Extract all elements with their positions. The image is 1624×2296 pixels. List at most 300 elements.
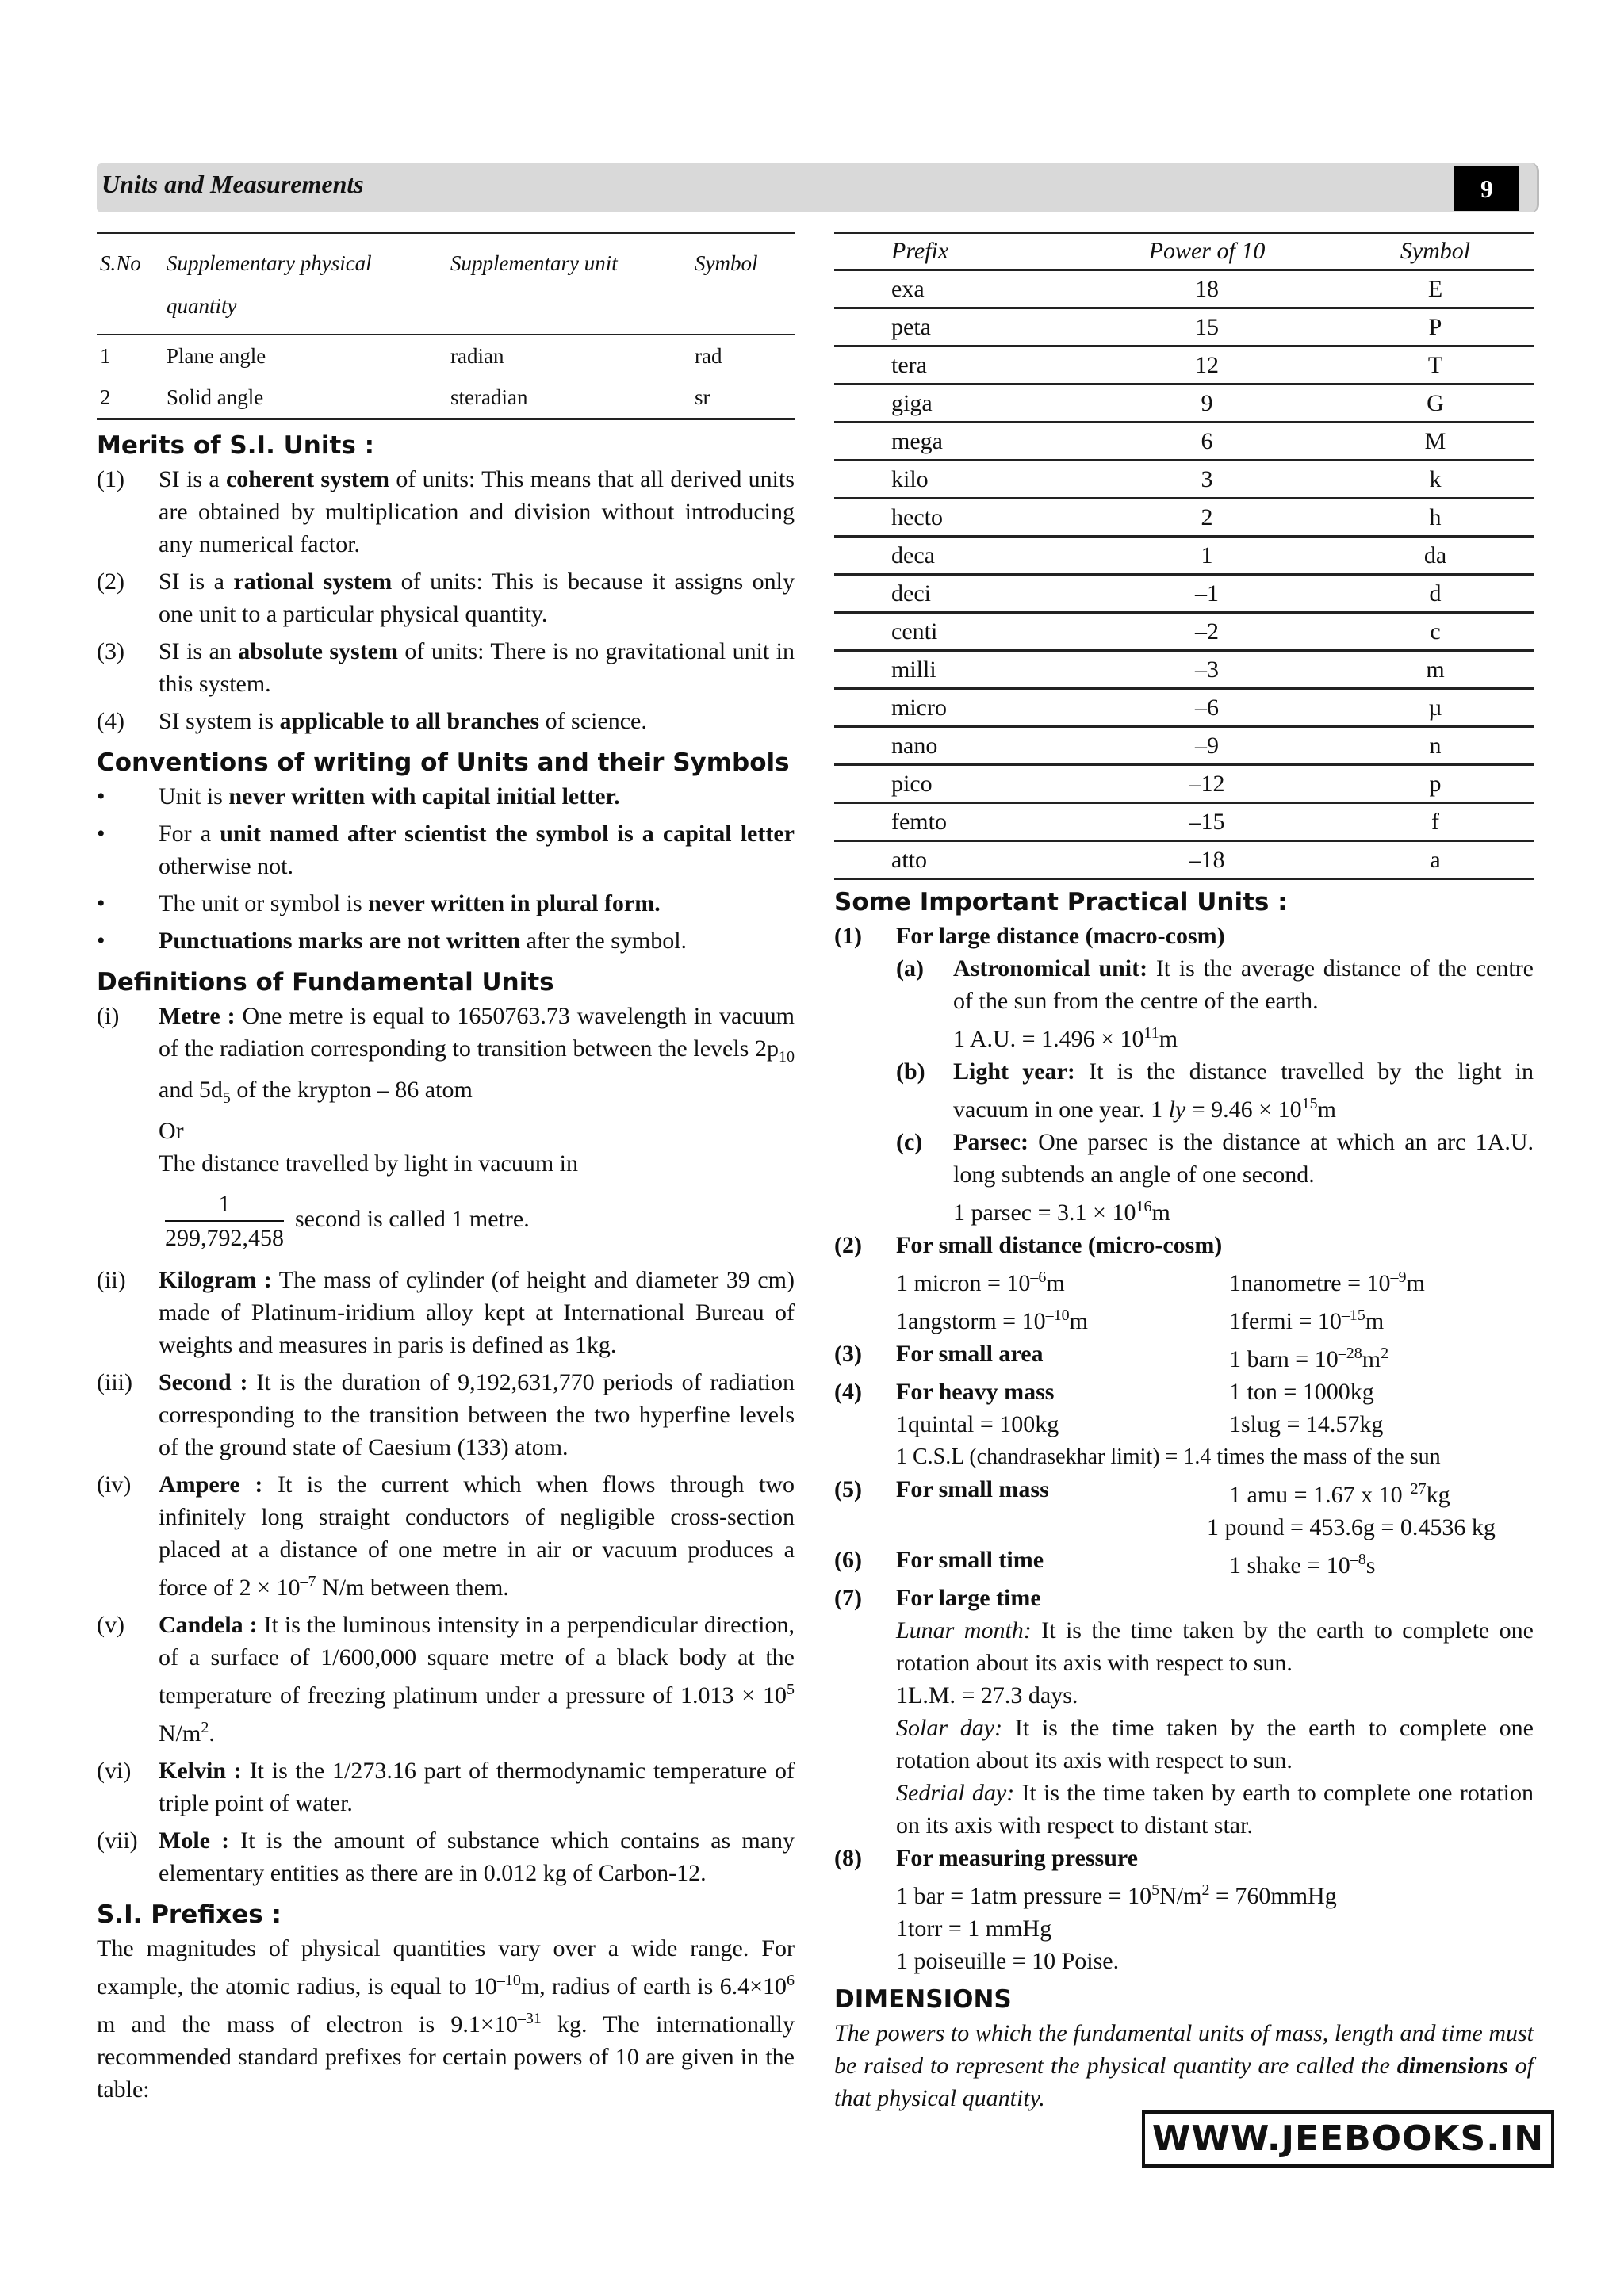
denominator: 299,792,458	[165, 1225, 284, 1251]
item-number: (6)	[834, 1547, 862, 1573]
italic-span: Solar day:	[896, 1715, 1003, 1741]
item-title: Parsec:	[953, 1129, 1028, 1155]
cell-unit: steradian	[450, 385, 528, 409]
cell-prefix: giga	[834, 385, 1077, 423]
merits-list	[97, 463, 795, 737]
pound-value: 1 pound = 453.6g = 0.4536 kg	[1207, 1514, 1496, 1540]
cell-power: –2	[1077, 613, 1337, 651]
item-number: (2)	[97, 568, 124, 595]
col-symbol: Symbol	[1337, 233, 1534, 270]
superscript: 16	[1136, 1198, 1152, 1215]
numerator: 1	[165, 1188, 284, 1222]
definition-kelvin	[97, 1755, 795, 1820]
superscript: 2	[1381, 1345, 1389, 1362]
definitions-heading: Definitions of Fundamental Units	[97, 968, 554, 997]
table-row	[834, 423, 1534, 461]
item-text	[159, 887, 795, 920]
table-row	[834, 499, 1534, 537]
text-span: The mass of cylinder (of height and diameter 39 cm) made of Platinum-iridium alloy kept at International Bureau of weights and measures in paris is defined as 1kg.	[159, 1267, 795, 1358]
italic-span: Lunar month:	[896, 1617, 1032, 1644]
item-number: (4)	[97, 708, 124, 734]
table-row	[834, 689, 1534, 727]
text-span: It is the current which when flows through two infinitely long straight conductors of negligible cross-section placed at a distance of one metre in air or vacuum produces a force of 2 × 10	[159, 1471, 795, 1601]
cell-prefix: deca	[834, 537, 1077, 575]
definition-title: Kelvin :	[159, 1758, 242, 1784]
text-span: m	[1365, 1308, 1385, 1334]
item-text	[159, 1468, 795, 1604]
text-span: of units: This is because it assigns only one unit to a particular physical quantity.	[159, 568, 795, 627]
cell-prefix: centi	[834, 613, 1077, 651]
table-row	[834, 575, 1534, 613]
text-span: It is the time taken by the earth to complete one rotation about its axis with respect to sun.	[896, 1715, 1534, 1774]
cell-power: 1	[1077, 537, 1337, 575]
bold-span: unit named after scientist the symbol is a capital letter	[220, 821, 795, 847]
table-row	[834, 385, 1534, 423]
small-area-row	[834, 1337, 1534, 1376]
item-title: For heavy mass	[896, 1379, 1055, 1405]
text-span: m	[1046, 1270, 1065, 1296]
item-number: (3)	[834, 1341, 862, 1367]
superscript: –31	[517, 2010, 542, 2027]
definition-title: Mole :	[159, 1827, 230, 1854]
text-span: m, radius of earth is 6.4×10	[520, 1973, 787, 1999]
item-title: For large time	[896, 1585, 1041, 1611]
cell-symbol: d	[1337, 575, 1534, 613]
cell-prefix: tera	[834, 346, 1077, 385]
item-number: (iv)	[97, 1471, 132, 1498]
practical-units	[834, 920, 1534, 1977]
cell-prefix: micro	[834, 689, 1077, 727]
definition-title: Second :	[159, 1369, 248, 1395]
text-span: 1 micron = 10	[896, 1270, 1031, 1296]
bullet-icon: •	[97, 890, 105, 916]
item-title: Light year:	[953, 1058, 1075, 1085]
practical-heading: Some Important Practical Units :	[834, 888, 1288, 916]
left-column	[97, 232, 795, 2106]
item-title: For small area	[896, 1341, 1044, 1367]
text-span: m	[1159, 1026, 1178, 1052]
table-row	[834, 841, 1534, 879]
cell-prefix: hecto	[834, 499, 1077, 537]
text-span: 1 bar = 1atm pressure = 10	[896, 1883, 1152, 1909]
text-span: N/m between them.	[316, 1575, 509, 1601]
item-number: (3)	[97, 638, 124, 664]
list-item	[97, 817, 795, 882]
cell-symbol: µ	[1337, 689, 1534, 727]
table-row	[834, 308, 1534, 346]
item-number: (2)	[834, 1232, 862, 1258]
dimensions-paragraph	[834, 2017, 1534, 2114]
conventions-list	[97, 780, 795, 957]
item-text	[159, 565, 795, 630]
item-number: (1)	[97, 466, 124, 492]
item-number: (1)	[834, 923, 862, 949]
bullet-icon: •	[97, 821, 105, 847]
cell-power: 18	[1077, 270, 1337, 308]
chapter-title: Units and Measurements	[102, 170, 364, 198]
definition-metre	[97, 1000, 795, 1259]
lunar-month	[834, 1614, 1534, 1679]
superscript: –9	[1390, 1269, 1407, 1286]
item-number: (vi)	[97, 1758, 132, 1784]
superscript: –7	[300, 1573, 316, 1590]
text-line: The distance travelled by light in vacuum in	[159, 1150, 579, 1177]
cell-symbol: M	[1337, 423, 1534, 461]
small-distance-row	[834, 1229, 1534, 1261]
item-title: For small distance (micro-cosm)	[896, 1232, 1223, 1258]
text-span: The powers to which the fundamental units of mass, length and time must be raised to represent the physical quantity are called the	[834, 2020, 1534, 2079]
cell-power: –3	[1077, 651, 1337, 689]
superscript: –28	[1338, 1345, 1362, 1362]
list-item	[97, 780, 795, 813]
text-span: m	[1151, 1200, 1170, 1226]
item-number: (5)	[834, 1476, 862, 1502]
text-span: SI is an	[159, 638, 239, 664]
text-span: m	[1362, 1346, 1381, 1372]
item-text	[159, 1000, 795, 1259]
cell-symbol: E	[1337, 270, 1534, 308]
superscript: –6	[1030, 1269, 1047, 1286]
bold-span: absolute system	[238, 638, 398, 664]
large-time-row	[834, 1582, 1534, 1614]
pressure-row	[834, 1842, 1534, 1874]
bold-span: never written with capital initial letter.	[228, 783, 620, 809]
text-span: The unit or symbol is	[159, 890, 369, 916]
cell-power: –12	[1077, 765, 1337, 803]
text-span: .	[209, 1720, 215, 1747]
merits-heading: Merits of S.I. Units :	[97, 431, 374, 460]
superscript: –10	[496, 1972, 521, 1989]
lunar-value: 1L.M. = 27.3 days.	[896, 1682, 1078, 1709]
definition-title: Metre :	[159, 1003, 236, 1029]
table-row	[834, 727, 1534, 765]
small-mass-row	[834, 1473, 1534, 1511]
value-cell: 1quintal = 100kg	[896, 1411, 1059, 1437]
text-span: = 760mmHg	[1209, 1883, 1337, 1909]
cell-symbol: T	[1337, 346, 1534, 385]
cell-symbol: da	[1337, 537, 1534, 575]
cell-sno: 2	[100, 385, 111, 409]
item-text	[159, 817, 795, 882]
prefixes-paragraph	[97, 1932, 795, 2106]
text-span: SI is a	[159, 568, 234, 595]
bold-span: never written in plural form.	[368, 890, 661, 916]
text-span: 1angstorm = 10	[896, 1308, 1046, 1334]
sub-label: (b)	[896, 1058, 925, 1085]
item-number: (vii)	[97, 1827, 138, 1854]
sedrial-day	[834, 1777, 1534, 1842]
list-item	[97, 565, 795, 630]
cell-power: –15	[1077, 803, 1337, 841]
definition-candela	[97, 1609, 795, 1750]
text-span: m	[1069, 1308, 1088, 1334]
text-span: 1 shake = 10	[1229, 1552, 1350, 1578]
list-item	[97, 887, 795, 920]
text-span: One metre is equal to 1650763.73 wavelength in vacuum of the radiation corresponding to transition between the levels 2p	[159, 1003, 795, 1062]
italic-span: Sedrial day:	[896, 1780, 1015, 1806]
item-text	[159, 635, 795, 700]
small-distance-values	[834, 1299, 1534, 1337]
text-span: For a	[159, 821, 220, 847]
cell-symbol: G	[1337, 385, 1534, 423]
text-span: It is the average distance of the centre of the sun from the centre of the earth.	[953, 955, 1534, 1014]
value-cell: 1slug = 14.57kg	[1229, 1411, 1384, 1437]
col-prefix: Prefix	[834, 233, 1077, 270]
cell-symbol: sr	[695, 385, 710, 409]
cell-symbol: p	[1337, 765, 1534, 803]
superscript: 15	[1301, 1095, 1318, 1112]
definition-ampere	[97, 1468, 795, 1604]
col-unit: Supplementary unit	[450, 251, 618, 275]
cell-prefix: femto	[834, 803, 1077, 841]
csl-value: 1 C.S.L (chandrasekhar limit) = 1.4 times the mass of the sun	[896, 1445, 1441, 1469]
text-span: SI is a	[159, 466, 226, 492]
small-distance-values	[834, 1261, 1534, 1299]
cell-unit: radian	[450, 344, 504, 368]
text-span: 1nanometre = 10	[1229, 1270, 1391, 1296]
item-number: (ii)	[97, 1267, 126, 1293]
definition-title: Candela :	[159, 1612, 258, 1638]
table-header-row	[97, 233, 795, 335]
text-span: of science.	[539, 708, 647, 734]
cell-prefix: pico	[834, 765, 1077, 803]
fraction-line	[159, 1183, 795, 1259]
text-span: It is the time taken by earth to complete one rotation on its axis with respect to distant star.	[896, 1780, 1534, 1839]
text-span: 1 A.U. = 1.496 × 10	[953, 1026, 1144, 1052]
text-span: of units: There is no gravitational unit in this system.	[159, 638, 795, 697]
table-row	[97, 377, 795, 419]
col-sno: S.No	[100, 251, 141, 275]
subscript: 10	[779, 1048, 795, 1066]
text-span: It is the distance travelled by the light in vacuum in one year. 1	[953, 1058, 1534, 1123]
text-span: It is the luminous intensity in a perpendicular direction, of a surface of 1/600,000 square metre of a black body at the temperature of freezing platinum under a pressure of 1.013 × 10	[159, 1612, 795, 1709]
text-span: N/m	[159, 1720, 201, 1747]
item-text	[159, 924, 795, 957]
cell-power: –6	[1077, 689, 1337, 727]
text-span: It is the 1/273.16 part of thermodynamic temperature of triple point of water.	[159, 1758, 795, 1816]
cell-prefix: peta	[834, 308, 1077, 346]
item-number: (v)	[97, 1612, 124, 1638]
page-number: 9	[1454, 166, 1519, 211]
superscript: 2	[1201, 1881, 1210, 1899]
text-span: It is the time taken by the earth to complete one rotation about its axis with respect to sun.	[896, 1617, 1534, 1676]
table-row	[834, 803, 1534, 841]
text-span: m and the mass of electron is 9.1×10	[97, 2011, 518, 2038]
item-text	[159, 705, 795, 737]
item-number: (4)	[834, 1379, 862, 1405]
item-text	[159, 1264, 795, 1361]
definition-second	[97, 1366, 795, 1464]
cell-prefix: kilo	[834, 461, 1077, 499]
superscript: 5	[1151, 1881, 1160, 1899]
text-span: SI system is	[159, 708, 280, 734]
item-text	[159, 463, 795, 561]
right-column	[834, 232, 1534, 2114]
table-row	[834, 346, 1534, 385]
cell-power: 12	[1077, 346, 1337, 385]
table-row	[834, 537, 1534, 575]
cell-quantity: Solid angle	[167, 385, 264, 409]
cell-prefix: exa	[834, 270, 1077, 308]
col-quantity: Supplementary physical quantity	[167, 251, 372, 318]
cell-power: –18	[1077, 841, 1337, 879]
solar-day	[834, 1712, 1534, 1777]
text-span: It is the amount of substance which contains as many elementary entities as there are in 0.012 kg of Carbon-12.	[159, 1827, 795, 1886]
text-span: The magnitudes of physical quantities vary over a wide range. For example, the atomic radius, is equal to 10	[97, 1935, 795, 1999]
prefixes-heading: S.I. Prefixes :	[97, 1900, 282, 1929]
bold-span: coherent system	[225, 466, 390, 492]
subscript: 5	[222, 1089, 231, 1107]
superscript: –10	[1045, 1307, 1070, 1324]
table-header-row	[834, 233, 1534, 270]
cell-symbol: rad	[695, 344, 722, 368]
light-year-row	[834, 1055, 1534, 1126]
table-row	[97, 335, 795, 377]
superscript: –8	[1350, 1551, 1366, 1568]
cell-power: 2	[1077, 499, 1337, 537]
cell-symbol: f	[1337, 803, 1534, 841]
cell-prefix: nano	[834, 727, 1077, 765]
item-number: (i)	[97, 1003, 120, 1029]
cell-power: 9	[1077, 385, 1337, 423]
cell-symbol: P	[1337, 308, 1534, 346]
table-row	[834, 765, 1534, 803]
cell-power: 15	[1077, 308, 1337, 346]
value-cell	[896, 1299, 1229, 1337]
conventions-heading: Conventions of writing of Units and their Symbols	[97, 748, 790, 777]
superscript: 11	[1143, 1024, 1159, 1042]
bold-span: applicable to all branches	[279, 708, 540, 734]
cell-symbol: a	[1337, 841, 1534, 879]
text-span: One parsec is the distance at which an arc 1A.U. long subtends an angle of one second.	[953, 1129, 1534, 1188]
item-number: (7)	[834, 1585, 862, 1611]
bullet-icon: •	[97, 928, 105, 954]
value-cell	[1229, 1261, 1534, 1299]
value-cell	[1229, 1299, 1534, 1337]
text-span: after the symbol.	[520, 928, 688, 954]
cell-symbol: k	[1337, 461, 1534, 499]
prefix-table	[834, 232, 1534, 880]
sub-label: (a)	[896, 955, 924, 982]
cell-symbol: h	[1337, 499, 1534, 537]
text-span: otherwise not.	[159, 853, 293, 879]
value-cell	[896, 1261, 1229, 1299]
table-row	[834, 270, 1534, 308]
large-distance-row	[834, 920, 1534, 952]
superscript: –27	[1402, 1480, 1427, 1498]
item-title: For small time	[896, 1547, 1044, 1573]
text-span: m	[1317, 1096, 1336, 1123]
bold-span: Punctuations marks are not written	[159, 928, 521, 954]
table-row	[834, 651, 1534, 689]
bar-value	[834, 1874, 1534, 1912]
text-span: It is the duration of 9,192,631,770 periods of radiation corresponding to the transition between the two hyperfine levels of the ground state of Caesium (133) atom.	[159, 1369, 795, 1460]
list-item	[97, 463, 795, 561]
cell-symbol: c	[1337, 613, 1534, 651]
table-row	[834, 613, 1534, 651]
superscript: –15	[1341, 1307, 1365, 1324]
text-span: and 5d	[159, 1077, 223, 1103]
header-cap	[1526, 163, 1539, 212]
item-text	[159, 780, 795, 813]
list-item	[97, 924, 795, 957]
cell-power: –9	[1077, 727, 1337, 765]
supplementary-table	[97, 232, 795, 420]
item-title: For measuring pressure	[896, 1845, 1138, 1871]
astronomical-unit-row	[834, 952, 1534, 1055]
list-item	[97, 705, 795, 737]
item-text	[159, 1755, 795, 1820]
watermark: WWW.JEEBOOKS.IN	[1142, 2110, 1554, 2168]
cell-power: –1	[1077, 575, 1337, 613]
col-symbol: Symbol	[695, 251, 758, 275]
dimensions-heading: DIMENSIONS	[834, 1985, 1012, 2014]
heavy-mass-values	[834, 1408, 1534, 1441]
cell-symbol: m	[1337, 651, 1534, 689]
text-span: second is called 1 metre.	[295, 1205, 530, 1232]
col-power: Power of 10	[1077, 233, 1337, 270]
cell-prefix: deci	[834, 575, 1077, 613]
cell-power: 6	[1077, 423, 1337, 461]
text-span: of that physical quantity.	[834, 2053, 1534, 2111]
bold-span: rational system	[233, 568, 393, 595]
torr-value: 1torr = 1 mmHg	[896, 1915, 1052, 1942]
cell-quantity: Plane angle	[167, 344, 266, 368]
bullet-icon: •	[97, 783, 105, 809]
cell-prefix: mega	[834, 423, 1077, 461]
superscript: 6	[787, 1972, 795, 1989]
text-span: kg. The internationally recommended standard prefixes for certain powers of 10 are given in the table:	[97, 2011, 795, 2103]
text-span: = 9.46 × 10	[1185, 1096, 1302, 1123]
parsec-row	[834, 1126, 1534, 1229]
cell-prefix: atto	[834, 841, 1077, 879]
text-span: kg	[1426, 1482, 1450, 1508]
value-cell: 1 ton = 1000kg	[1229, 1379, 1374, 1405]
item-title: For large distance (macro-cosm)	[896, 923, 1225, 949]
italic-span: ly	[1168, 1096, 1186, 1123]
definition-mole	[97, 1824, 795, 1889]
text-span: 1fermi = 10	[1229, 1308, 1342, 1334]
list-item	[97, 635, 795, 700]
cell-power: 3	[1077, 461, 1337, 499]
bold-span: dimensions	[1396, 2053, 1508, 2079]
text-span: s	[1365, 1552, 1376, 1578]
cell-prefix: milli	[834, 651, 1077, 689]
sub-label: (c)	[896, 1129, 923, 1155]
item-number: (8)	[834, 1845, 862, 1871]
text-span: of units: This means that all derived units are obtained by multiplication and division without introducing any numerical factor.	[159, 466, 795, 557]
text-span: 1 amu = 1.67 x 10	[1229, 1482, 1403, 1508]
item-title: For small mass	[896, 1476, 1049, 1502]
text-span: N/m	[1159, 1883, 1202, 1909]
definition-kilogram	[97, 1264, 795, 1361]
cell-sno: 1	[100, 344, 111, 368]
text-span: m	[1406, 1270, 1425, 1296]
heavy-mass-row	[834, 1376, 1534, 1408]
table-row	[834, 461, 1534, 499]
small-time-row	[834, 1544, 1534, 1582]
text-span: 1 parsec = 3.1 × 10	[953, 1200, 1136, 1226]
superscript: 5	[787, 1681, 795, 1698]
poiseuille-value: 1 poiseuille = 10 Poise.	[896, 1948, 1120, 1974]
text-span: of the krypton – 86 atom	[230, 1077, 473, 1103]
text-span: 1 barn = 10	[1229, 1346, 1339, 1372]
fraction	[165, 1188, 284, 1254]
item-text	[159, 1609, 795, 1750]
cell-symbol: n	[1337, 727, 1534, 765]
definition-title: Kilogram :	[159, 1267, 272, 1293]
item-text	[159, 1824, 795, 1889]
